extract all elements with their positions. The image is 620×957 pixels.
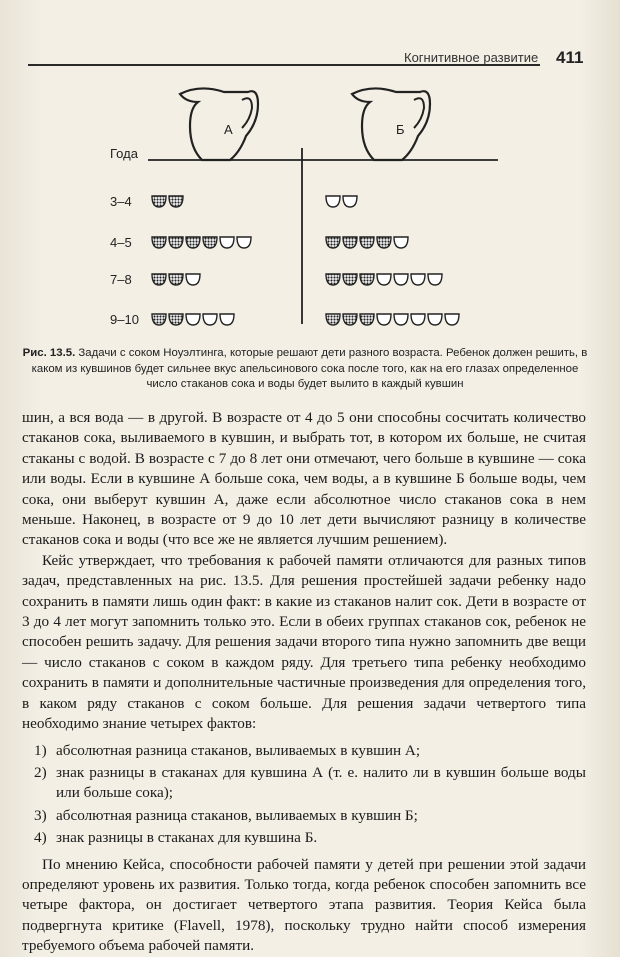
jug-b-icon — [352, 88, 430, 160]
column-header: Года — [110, 146, 138, 161]
row-age-label: 4–5 — [110, 235, 132, 250]
juice-glass — [169, 237, 183, 248]
juice-glass — [326, 237, 340, 248]
water-glass — [186, 314, 200, 325]
water-glass — [203, 314, 217, 325]
figure-caption — [22, 346, 588, 393]
row-age-label: 9–10 — [110, 312, 139, 327]
juice-glass — [152, 196, 166, 207]
water-glass — [411, 314, 425, 325]
row-age-label: 7–8 — [110, 272, 132, 287]
juice-glass — [377, 237, 391, 248]
list-item: 4) знак разницы в стаканах для кувшина Б. — [34, 829, 318, 847]
juice-glass — [169, 196, 183, 207]
juice-glass — [152, 237, 166, 248]
juice-glass — [343, 274, 357, 285]
row-age-label: 3–4 — [110, 194, 132, 209]
juice-glass — [152, 274, 166, 285]
paragraph-2: Кейс утверждает, что требования к рабочей памяти отличаются для разных типов задач, представленных на рис. 13.5. Для решения простейшей задачи ребенку надо сохранить в памяти лишь один факт: в какие из стаканов налит сок. Дети в возрасте от 3 до 4 лет могут запомнить только это. Если в обеих группах стаканов сок, ребенок не способен решить задачу. Для решения задачи второго типа нужно запомнить две вещи — число стаканов с соком в каждом ряду. Для третьего типа ребенку необходимо сохранить в памяти и дополнительные частичные произведения для определения того, в каком ряду стаканов с соком больше. Для решения задачи четвертого типа необходимо знание четырех фактов: — [22, 551, 586, 733]
juice-glass — [360, 237, 374, 248]
water-glass — [237, 237, 251, 248]
water-glass — [377, 314, 391, 325]
list-item: 2) знак разницы в стаканах для кувшина А (т. е. налито ли в кувшин больше воды или больше сока); — [34, 763, 586, 802]
jug-a-icon — [180, 88, 258, 160]
water-glass — [220, 314, 234, 325]
page-number: 411 — [556, 48, 584, 67]
juice-glass — [186, 237, 200, 248]
water-glass — [220, 237, 234, 248]
juice-glass — [360, 274, 374, 285]
facts-list — [22, 741, 586, 849]
figure-rows — [110, 194, 459, 327]
water-glass — [326, 196, 340, 207]
juice-glass — [343, 314, 357, 325]
juice-glass — [169, 314, 183, 325]
body-text — [22, 408, 586, 957]
water-glass — [428, 314, 442, 325]
list-item: 1) абсолютная разница стаканов, выливаемых в кувшин А; — [34, 741, 421, 759]
water-glass — [394, 274, 408, 285]
water-glass — [186, 274, 200, 285]
juice-glass — [326, 314, 340, 325]
water-glass — [411, 274, 425, 285]
juice-glass — [203, 237, 217, 248]
jug-a-label: А — [224, 122, 233, 137]
juice-glass — [152, 314, 166, 325]
water-glass — [394, 237, 408, 248]
caption-text: Задачи с соком Ноуэлтинга, которые решают дети разного возраста. Ребенок должен решить, в каком из кувшинов будет сильнее вкус апельсинового сока после того, как на его глазах определенное число стаканов сока и воды будет вылито в каждый кувшин — [31, 347, 588, 390]
paragraph-1: шин, а вся вода — в другой. В возрасте от 4 до 5 они способны сосчитать количество стаканов сока, выливаемого в кувшин, и выбрать тот, в котором их больше, не считая стаканы с водой. В возрасте с 7 до 8 лет они отмечают, чего больше в кувшине — сока или воды. Если в кувшине А больше сока, чем воды, а в кувшине Б больше воды, чем сока, они выберут кувшин А, даже если абсолютное число стаканов сока в нем меньше. Наконец, в возрасте от 9 до 10 лет дети вычисляют разницу в количестве стаканов сока и воды (что все же не является лучшим решением). — [22, 409, 586, 549]
caption-label: Рис. 13.5. — [22, 347, 76, 359]
running-header: Когнитивное развитие — [404, 50, 539, 65]
water-glass — [343, 196, 357, 207]
water-glass — [394, 314, 408, 325]
juice-glass — [169, 274, 183, 285]
juice-glass — [343, 237, 357, 248]
header-rule — [28, 64, 540, 66]
list-item: 3) абсолютная разница стаканов, выливаемых в кувшин Б; — [34, 806, 418, 824]
juice-jug-figure — [90, 78, 510, 348]
water-glass — [445, 314, 459, 325]
water-glass — [428, 274, 442, 285]
jug-b-label: Б — [396, 122, 405, 137]
paragraph-3: По мнению Кейса, способности рабочей памяти у детей при решении этой задачи определяют уровень их развития. Только тогда, когда ребенок способен запомнить все четыре фактора, он достигает четвертого этапа развития. Теория Кейса была подвергнута критике (Flavell, 1978), поскольку трудно найти способ измерения требуемого объема рабочей памяти. — [22, 855, 586, 955]
juice-glass — [326, 274, 340, 285]
water-glass — [377, 274, 391, 285]
juice-glass — [360, 314, 374, 325]
